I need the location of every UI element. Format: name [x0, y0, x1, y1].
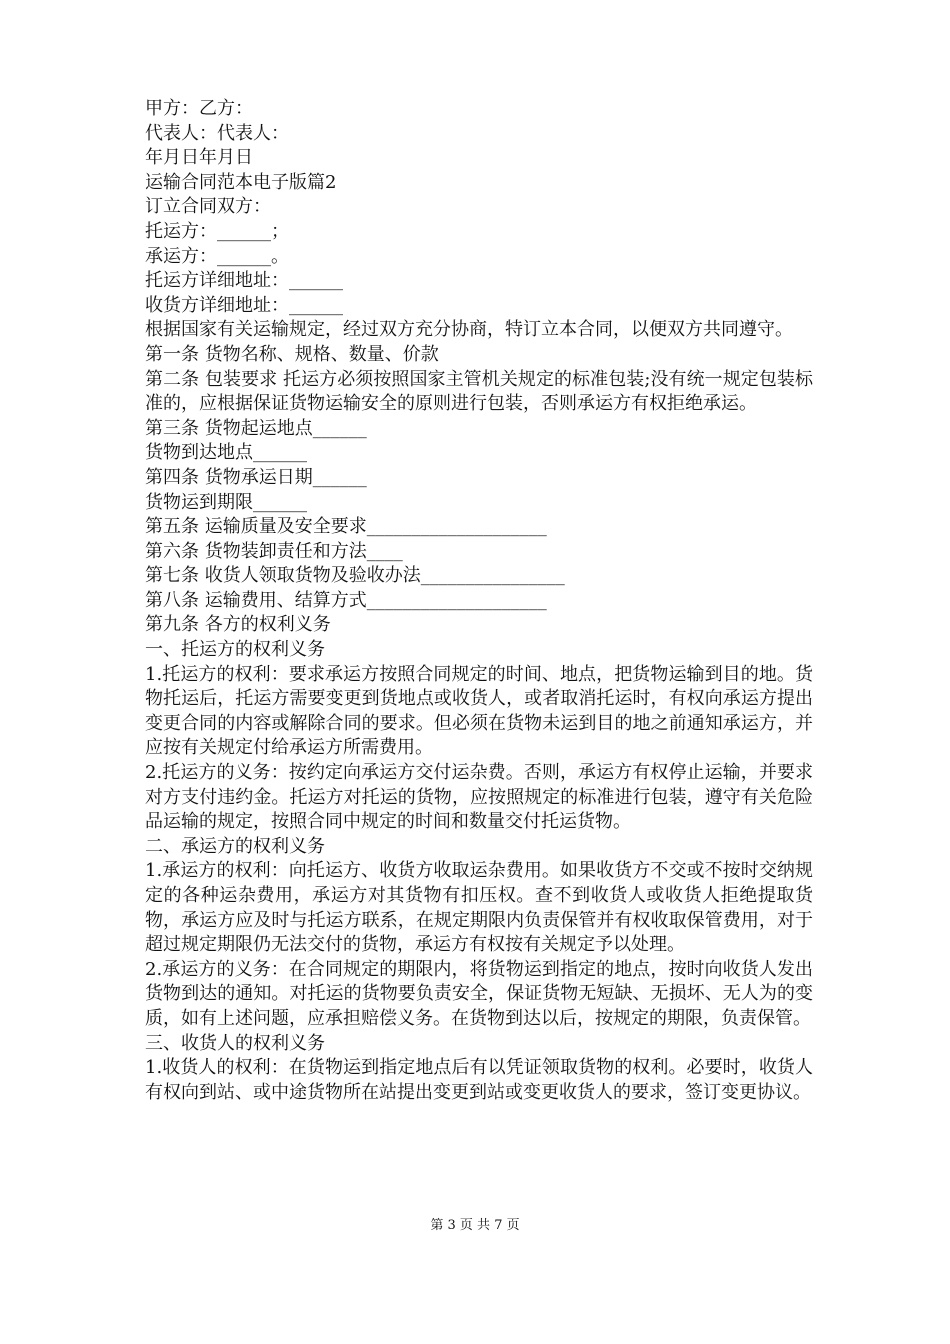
paragraph: 托运方详细地址：______: [145, 270, 343, 292]
paragraph: 订立合同双方：: [145, 196, 271, 218]
document-body: [145, 97, 813, 1105]
paragraph: 收货方详细地址：______: [145, 294, 343, 316]
subsection-title: 二、承运方的权利义务: [145, 835, 325, 857]
paragraph: 承运方：______。: [145, 245, 289, 267]
article: 第三条 货物起运地点______: [145, 417, 367, 439]
paragraph: 1.托运方的权利：要求承运方按照合同规定的时间、地点，把货物运输到目的地。货物托运后，托运方需要变更到货地点或收货人，或者取消托运时，有权向承运方提出变更合同的内容或解除合同的要求。但必须在货物未运到目的地之前通知承运方，并应按有关规定付给承运方所需费用。: [145, 663, 813, 759]
page-number-footer: 第 3 页 共 7 页: [430, 1218, 520, 1233]
paragraph: 根据国家有关运输规定，经过双方充分协商，特订立本合同，以便双方共同遵守。: [145, 319, 793, 341]
paragraph: 1.收货人的权利：在货物运到指定地点后有以凭证领取货物的权利。必要时，收货人有权向到站、或中途货物所在站提出变更到站或变更收货人的要求，签订变更协议。: [145, 1057, 813, 1103]
article: 第一条 货物名称、规格、数量、价款: [145, 343, 439, 365]
article: 第九条 各方的权利义务: [145, 614, 331, 636]
article: 第二条 包装要求 托运方必须按照国家主管机关规定的标准包装;没有统一规定包装标准的，应根据保证货物运输安全的原则进行包装，否则承运方有权拒绝承运。: [145, 368, 813, 415]
article: 第五条 运输质量及安全要求____________________: [145, 516, 547, 538]
paragraph: 年月日年月日: [145, 147, 253, 169]
article: 第六条 货物装卸责任和方法____: [145, 540, 403, 562]
paragraph: 1.承运方的权利：向托运方、收货方收取运杂费用。如果收货方不交或不按时交纳规定的各种运杂费用，承运方对其货物有扣压权。查不到收货人或收货人拒绝提取货物，承运方应及时与托运方联系，在规定期限内负责保管并有权收取保管费用，对于超过规定期限仍无法交付的货物，承运方有权按有关规定予以处理。: [145, 860, 813, 956]
article: 第四条 货物承运日期______: [145, 466, 367, 488]
article: 第八条 运输费用、结算方式____________________: [145, 589, 547, 611]
paragraph: 2.承运方的义务：在合同规定的期限内，将货物运到指定的地点，按时向收货人发出货物到达的通知。对托运的货物要负责安全，保证货物无短缺、无损坏、无人为的变质，如有上述问题，应承担赔偿义务。在货物到达以后，按规定的期限，负责保管。: [145, 958, 813, 1029]
paragraph: 甲方：乙方：: [145, 98, 253, 119]
section-title: 运输合同范本电子版篇2: [145, 171, 337, 193]
article: 第七条 收货人领取货物及验收办法________________: [145, 565, 565, 587]
paragraph: 托运方：______；: [145, 220, 289, 242]
paragraph: 货物到达地点______: [145, 442, 307, 464]
paragraph: 货物运到期限______: [145, 491, 307, 513]
paragraph: 代表人：代表人：: [145, 122, 289, 144]
subsection-title: 三、收货人的权利义务: [145, 1032, 325, 1054]
subsection-title: 一、托运方的权利义务: [145, 639, 325, 661]
paragraph: 2.托运方的义务：按约定向承运方交付运杂费。否则，承运方有权停止运输，并要求对方支付违约金。托运方对托运的货物，应按照规定的标准进行包装，遵守有关危险品运输的规定，按照合同中规定的时间和数量交付托运货物。: [145, 762, 813, 833]
